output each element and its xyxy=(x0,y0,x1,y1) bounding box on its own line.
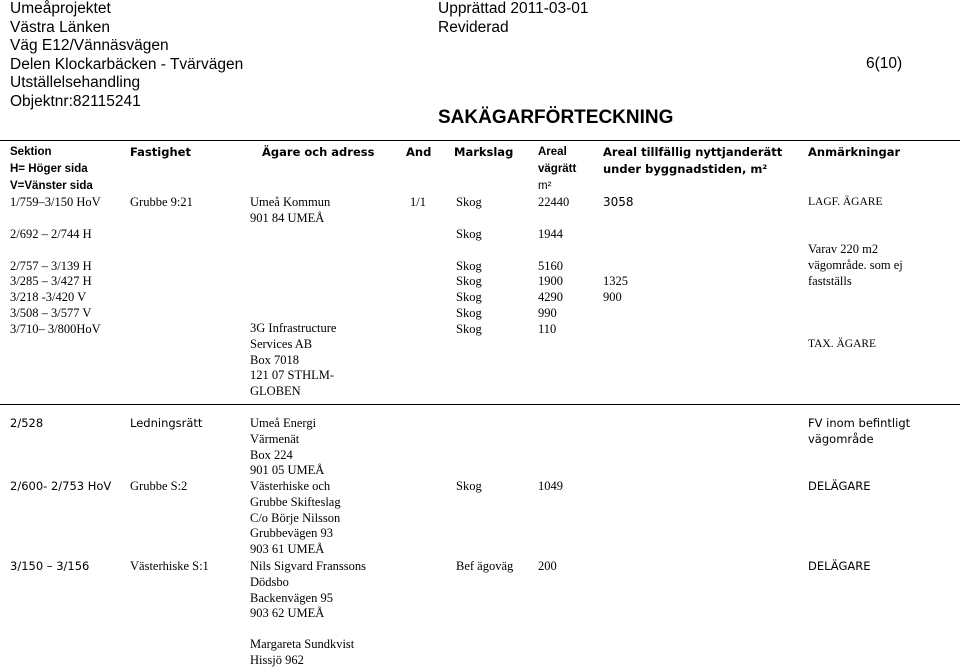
project-line: Väg E12/Vännäsvägen xyxy=(10,37,169,54)
fastighet-cell: Västerhiske S:1 xyxy=(130,559,209,573)
owner-cell: Västerhiske och Grubbe Skifteslag C/o Börje Nilsson Grubbevägen 93 903 61 UMEÅ xyxy=(250,479,341,557)
owner-cell: Umeå Energi Värmenät Box 224 901 05 UMEÅ xyxy=(250,416,325,478)
temporary-area-cell: 900 xyxy=(603,290,622,304)
markslag-cell: Bef ägoväg xyxy=(456,559,514,573)
markslag-cell: Skog xyxy=(456,195,482,209)
note-cell: Varav 220 m2 vägområde. som ej fastställs xyxy=(808,242,903,288)
areal-cell: 990 xyxy=(538,305,557,320)
note-cell: FV inom befintligt vägområde xyxy=(808,416,911,446)
markslag-cell: Skog xyxy=(456,321,482,336)
note-cell: TAX. ÄGARE xyxy=(808,338,877,350)
col-areal-header: Areal vägrätt m² xyxy=(538,146,577,192)
markslag-cell: Skog xyxy=(456,305,482,320)
page-title: SAKÄGARFÖRTECKNING xyxy=(438,107,674,128)
project-info xyxy=(10,0,243,111)
markslag-cell: Skog xyxy=(456,290,482,305)
group1-markslag xyxy=(456,195,482,338)
document-dates xyxy=(438,0,589,37)
col-sektion-header: Sektion H= Höger sida V=Vänster sida xyxy=(10,146,93,192)
note-cell: DELÄGARE xyxy=(808,559,871,573)
areal-cell: 200 xyxy=(538,559,557,573)
owner-cell: 3G Infrastructure Services AB Box 7018 121 07 STHLM- GLOBEN xyxy=(250,321,337,399)
sektion-cell: 1/759–3/150 HoV xyxy=(10,195,101,209)
markslag-cell: Skog xyxy=(456,226,482,241)
col-temporary-header: Areal tillfällig nyttjanderätt under byggnadstiden, m² xyxy=(603,145,783,176)
project-line: Delen Klockarbäcken - Tvärvägen xyxy=(10,55,244,73)
group1-sektion xyxy=(10,195,101,338)
areal-cell: 1049 xyxy=(538,479,563,493)
markslag-cell: Skog xyxy=(456,479,482,493)
project-line: Objektnr:82115241 xyxy=(10,92,141,110)
owner-cell: Margareta Sundkvist Hissjö 962 xyxy=(250,637,355,667)
areal-cell: 110 xyxy=(538,321,557,336)
fastighet-cell: Ledningsrätt xyxy=(130,416,203,430)
header-divider xyxy=(0,140,960,141)
sektion-cell: 2/528 xyxy=(10,416,44,430)
col-markslag-header: Markslag xyxy=(454,145,514,159)
areal-cell: 22440 xyxy=(538,195,570,209)
temporary-area-cell: 3058 xyxy=(603,195,634,209)
sektion-cell: 2/692 – 2/744 H xyxy=(10,226,92,241)
note-cell: LAGF. ÄGARE xyxy=(808,196,883,208)
sektion-cell: 2/757 – 3/139 H xyxy=(10,258,92,273)
fastighet-cell: Grubbe S:2 xyxy=(130,479,188,493)
sektion-cell: 3/150 – 3/156 xyxy=(10,559,90,573)
col-fastighet-header: Fastighet xyxy=(130,145,191,159)
and-cell: 1/1 xyxy=(410,195,426,209)
sektion-cell: 3/218 -3/420 V xyxy=(10,290,87,305)
markslag-cell: Skog xyxy=(456,274,482,289)
sektion-cell: 3/508 – 3/577 V xyxy=(10,305,92,320)
col-and-header: And xyxy=(406,145,432,159)
page-number: 6(10) xyxy=(866,55,903,72)
sektion-cell: 3/285 – 3/427 H xyxy=(10,274,92,289)
sektion-cell: 3/710– 3/800HoV xyxy=(10,321,101,336)
areal-cell: 4290 xyxy=(538,290,563,305)
note-cell: DELÄGARE xyxy=(808,479,871,493)
project-line: Umeåprojektet xyxy=(10,0,111,17)
project-line: Utställelsehandling xyxy=(10,74,141,91)
temporary-area-cell: 1325 xyxy=(603,274,628,288)
fastighet-cell: Grubbe 9:21 xyxy=(130,195,193,209)
section-divider xyxy=(0,404,960,405)
owner-cell: Nils Sigvard Franssons Dödsbo Backenvägen 95 903 62 UMEÅ xyxy=(250,559,366,621)
sektion-cell: 2/600- 2/753 HoV xyxy=(10,479,112,493)
markslag-cell: Skog xyxy=(456,258,482,273)
areal-cell: 5160 xyxy=(538,258,563,273)
col-owner-header: Ägare och adress xyxy=(262,145,375,159)
established-date: Upprättad 2011-03-01 xyxy=(438,0,589,17)
revised-label: Reviderad xyxy=(438,18,509,36)
group1-areal xyxy=(538,195,569,338)
areal-cell: 1944 xyxy=(538,226,563,241)
areal-cell: 1900 xyxy=(538,274,563,289)
col-notes-header: Anmärkningar xyxy=(808,145,901,159)
owner-cell: Umeå Kommun 901 84 UMEÅ xyxy=(250,195,331,225)
project-line: Västra Länken xyxy=(10,18,110,36)
